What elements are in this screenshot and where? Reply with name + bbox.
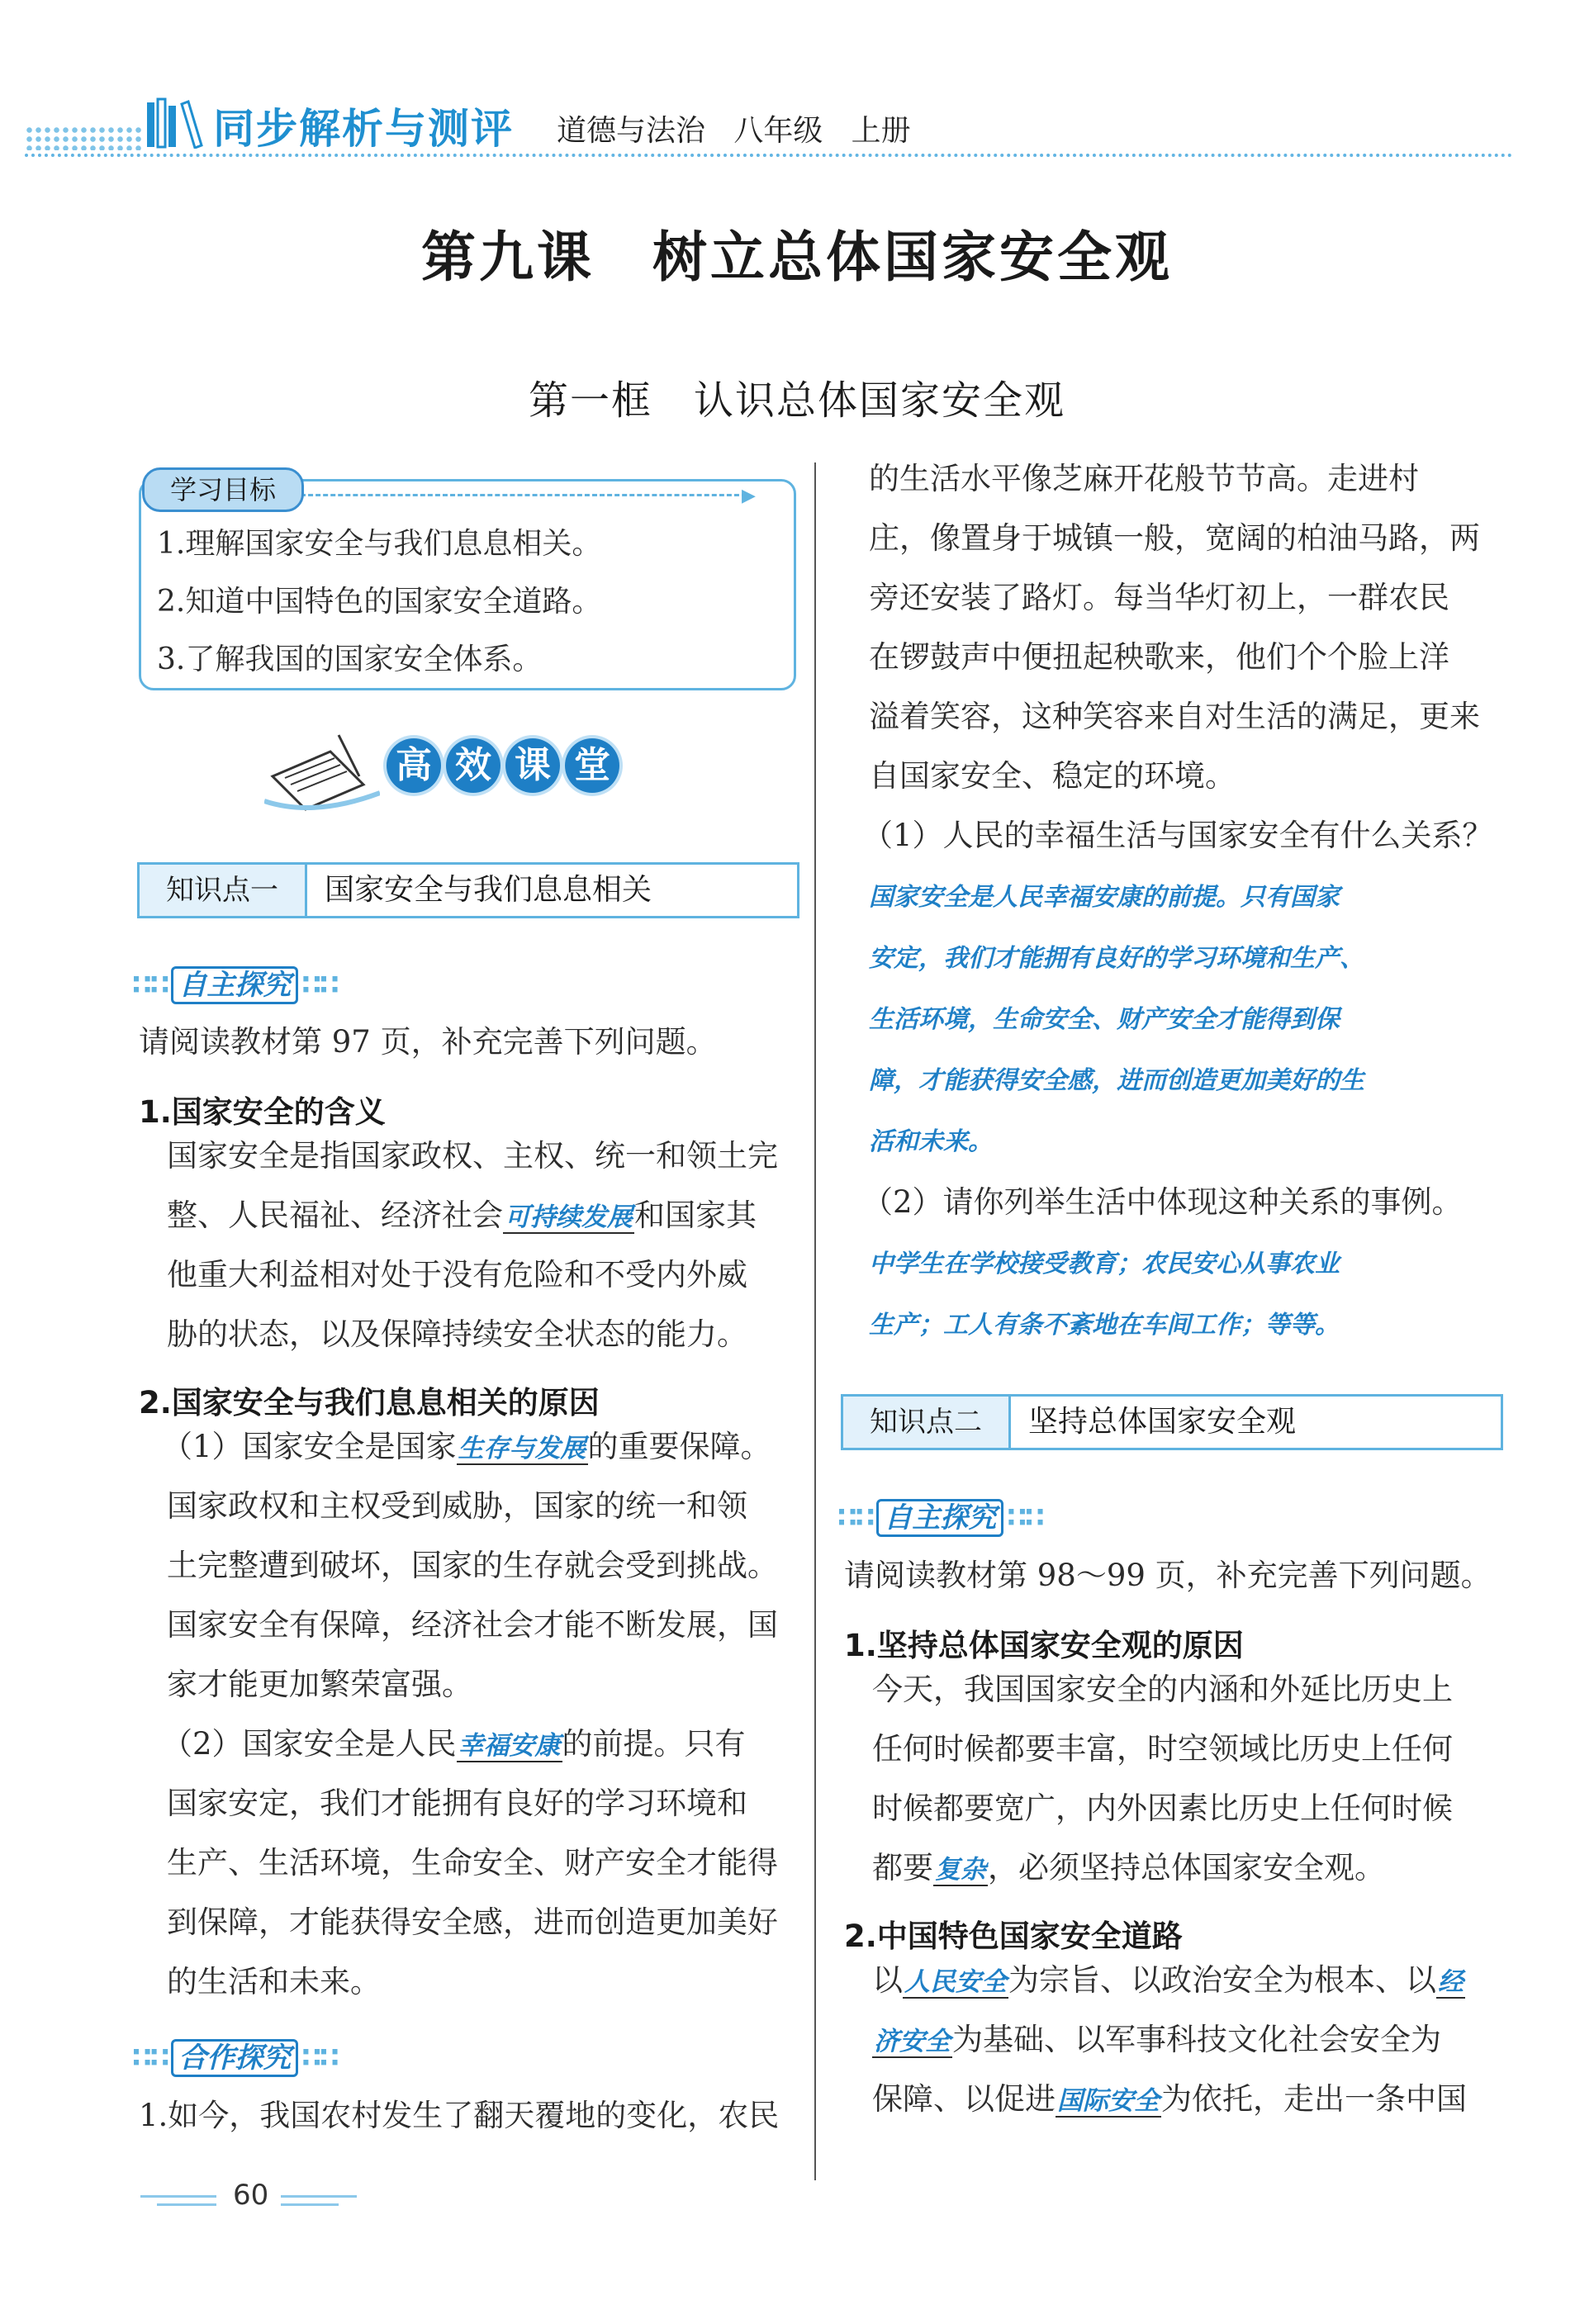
objectives-arrow-line	[301, 494, 747, 496]
knowledge-point-2-bar	[841, 1394, 1503, 1450]
left-para-1-line: 国家安全是指国家政权、主权、统一和领土完	[167, 1138, 778, 1174]
answer-line: 生产；工人有条不紊地在车间工作；等等。	[869, 1311, 1340, 1340]
right-intro: 请阅读教材第 98～99 页，补充完善下列问题。	[844, 1558, 1492, 1593]
left-para-2-line: 家才能更加繁荣富强。	[167, 1667, 472, 1702]
column-divider	[814, 462, 816, 2180]
subject-label: 道德与法治 八年级 上册	[557, 114, 911, 148]
self-explore-label: ∷∷ 自主探究 ∷∷	[837, 1495, 1043, 1535]
fill-in-answer: 可持续发展	[505, 1202, 633, 1232]
answer-line: 国家安全是人民幸福安康的前提。只有国家	[869, 883, 1340, 912]
notebook-pen-icon	[264, 727, 380, 818]
knowledge-point-title: 国家安全与我们息息相关	[325, 873, 652, 907]
right-para-2-line: 今天，我国国家安全的内涵和外延比历史上	[872, 1672, 1453, 1707]
banner-char: 高	[387, 738, 441, 793]
fill-in-answer: 人民安全	[904, 1967, 1007, 1997]
cooperative-explore-label: ∷∷ 合作探究 ∷∷	[132, 2035, 338, 2075]
right-para-2-line: 时候都要宽广，内外因素比历史上任何时候	[872, 1790, 1453, 1826]
fill-in-answer: 幸福安康	[458, 1731, 561, 1761]
knowledge-point-tag: 知识点一	[140, 865, 307, 916]
right-para-line: 旁还安装了路灯。每当华灯初上，一群农民	[869, 580, 1449, 615]
banner-char: 效	[446, 738, 500, 793]
footer-decoration-right	[281, 2195, 357, 2212]
fill-in-answer: 国际安全	[1057, 2086, 1160, 2116]
left-heading-2: 2.国家安全与我们息息相关的原因	[139, 1385, 600, 1420]
right-para-3-line: 济安全为基础、以军事科技文化社会安全为	[874, 2022, 1441, 2057]
objective-item: 2.知道中国特色的国家安全道路。	[157, 585, 602, 619]
fill-in-answer: 生存与发展	[458, 1434, 586, 1463]
header-divider	[25, 154, 1513, 157]
self-explore-label: ∷∷ 自主探究 ∷∷	[132, 962, 338, 1003]
section-title: 第一框 认识总体国家安全观	[528, 377, 1065, 424]
fill-in-answer: 经	[1438, 1967, 1464, 1997]
left-para-2-line: 国家政权和主权受到威胁，国家的统一和领	[167, 1488, 747, 1524]
right-heading-2: 2.中国特色国家安全道路	[844, 1918, 1183, 1954]
right-question-1: （1）人民的幸福生活与国家安全有什么关系？	[862, 818, 1493, 853]
brand-title: 同步解析与测评	[213, 105, 514, 153]
left-para-1-line: 整、人民福祉、经济社会可持续发展和国家其	[167, 1198, 757, 1233]
right-para-line: 自国家安全、稳定的环境。	[869, 758, 1236, 794]
left-question-1: 1.如今，我国农村发生了翻天覆地的变化，农民	[139, 2098, 780, 2133]
left-para-3-line: 国家安定，我们才能拥有良好的学习环境和	[167, 1786, 747, 1821]
right-heading-1: 1.坚持总体国家安全观的原因	[844, 1628, 1244, 1663]
answer-line: 安定，我们才能拥有良好的学习环境和生产、	[869, 944, 1364, 973]
header-dots-decoration	[25, 126, 142, 150]
classroom-banner	[264, 727, 628, 818]
right-para-line: 在锣鼓声中便扭起秧歌来，他们个个脸上洋	[869, 639, 1449, 675]
right-question-2: （2）请你列举生活中体现这种关系的事例。	[862, 1184, 1463, 1220]
banner-char: 堂	[565, 738, 619, 793]
answer-line: 活和未来。	[869, 1127, 993, 1156]
fill-in-answer: 复杂	[935, 1855, 986, 1885]
left-para-3-line: 到保障，才能获得安全感，进而创造更加美好	[167, 1904, 778, 1940]
objective-item: 3.了解我国的国家安全体系。	[157, 643, 543, 676]
books-logo-icon	[145, 97, 203, 149]
left-para-2-line: 土完整遭到破坏，国家的生存就会受到挑战。	[167, 1548, 778, 1583]
fill-in-answer: 济安全	[874, 2027, 951, 2056]
objectives-tag: 学习目标	[142, 467, 304, 512]
footer-decoration-left	[140, 2195, 216, 2212]
left-para-2-line: 国家安全有保障，经济社会才能不断发展，国	[167, 1607, 778, 1643]
knowledge-point-tag: 知识点二	[843, 1397, 1011, 1448]
left-heading-1: 1.国家安全的含义	[139, 1094, 386, 1130]
answer-line: 中学生在学校接受教育；农民安心从事农业	[869, 1250, 1340, 1278]
left-para-2-line: （1）国家安全是国家生存与发展的重要保障。	[162, 1429, 771, 1464]
left-para-1-line: 他重大利益相对处于没有危险和不受内外威	[167, 1257, 747, 1292]
right-para-3-line: 以人民安全为宗旨、以政治安全为根本、以经	[872, 1962, 1464, 1998]
right-para-line: 庄，像置身于城镇一般，宽阔的柏油马路，两	[869, 520, 1480, 556]
right-para-2-line: 任何时候都要丰富，时空领域比历史上任何	[872, 1731, 1453, 1767]
page-number: 60	[233, 2179, 269, 2212]
objective-item: 1.理解国家安全与我们息息相关。	[157, 527, 602, 561]
answer-line: 生活环境，生命安全、财产安全才能得到保	[869, 1005, 1340, 1034]
knowledge-point-title: 坚持总体国家安全观	[1028, 1405, 1297, 1439]
right-para-line: 溢着笑容，这种笑容来自对生活的满足，更来	[869, 699, 1480, 734]
arrow-right-icon: ▶	[742, 486, 756, 506]
right-para-3-line: 保障、以促进国际安全为依托，走出一条中国	[872, 2081, 1467, 2117]
left-para-1-line: 胁的状态，以及保障持续安全状态的能力。	[167, 1316, 747, 1352]
lesson-title: 第九课 树立总体国家安全观	[421, 225, 1173, 289]
left-para-3-line: 的生活和未来。	[167, 1964, 381, 1999]
right-para-line: 的生活水平像芝麻开花般节节高。走进村	[869, 461, 1419, 496]
knowledge-point-1-bar	[137, 862, 799, 918]
banner-char: 课	[505, 738, 560, 793]
answer-line: 障，才能获得安全感，进而创造更加美好的生	[869, 1066, 1364, 1095]
left-para-3-line: （2）国家安全是人民幸福安康的前提。只有	[162, 1726, 746, 1762]
left-para-3-line: 生产、生活环境，生命安全、财产安全才能得	[167, 1845, 778, 1881]
right-para-2-line: 都要复杂，必须坚持总体国家安全观。	[872, 1850, 1385, 1885]
left-intro: 请阅读教材第 97 页，补充完善下列问题。	[139, 1024, 717, 1060]
